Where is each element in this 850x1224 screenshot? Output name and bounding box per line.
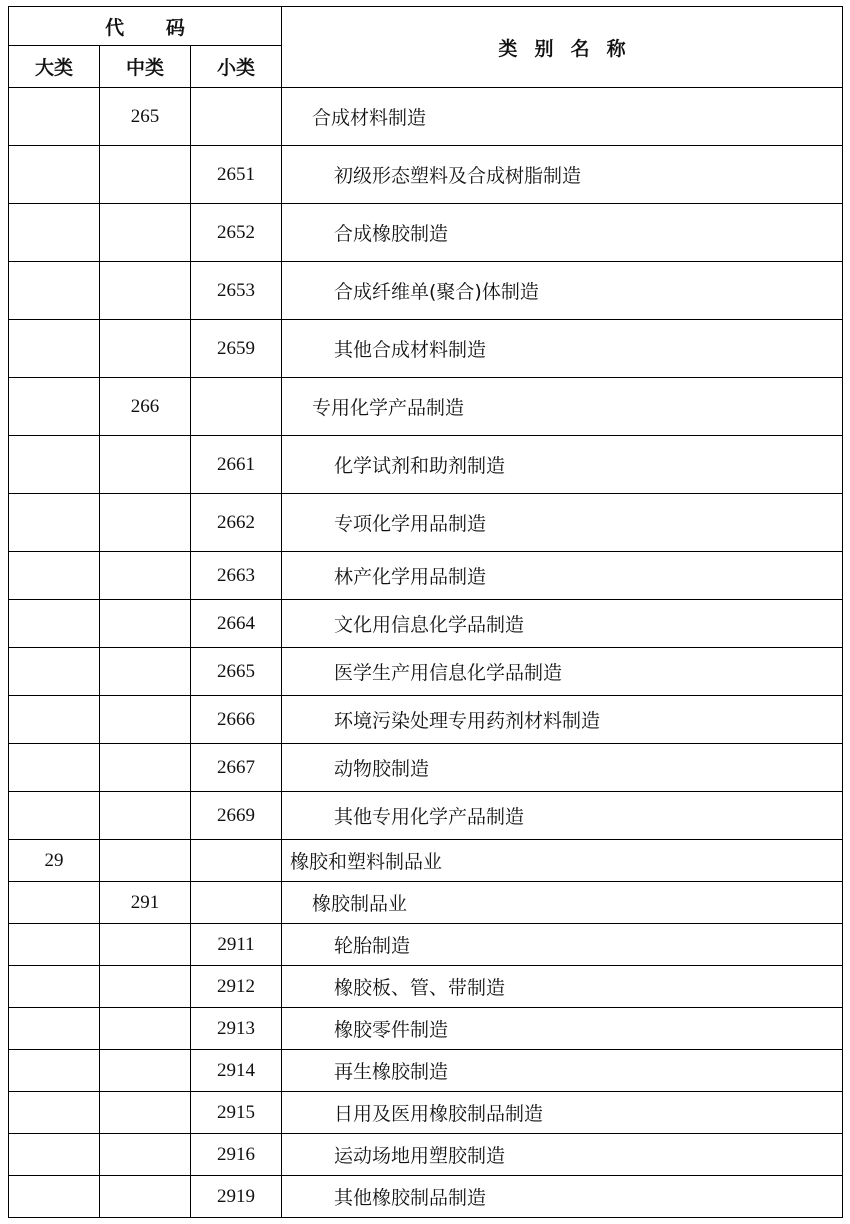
code-group-header: 代码: [9, 7, 282, 46]
medium-code-cell: [100, 648, 191, 696]
medium-code-cell: [100, 840, 191, 882]
table-row: [9, 262, 843, 320]
major-code-cell: 29: [9, 840, 100, 882]
medium-code-cell: [100, 1050, 191, 1092]
classification-page: [8, 6, 842, 1218]
minor-code-cell: [191, 882, 282, 924]
major-code-cell: [9, 88, 100, 146]
major-code-cell: [9, 1176, 100, 1218]
major-code-cell: [9, 924, 100, 966]
major-code-cell: [9, 262, 100, 320]
category-name-cell: 轮胎制造: [282, 924, 843, 966]
table-row: [9, 792, 843, 840]
major-code-cell: [9, 744, 100, 792]
major-code-cell: [9, 552, 100, 600]
category-name-cell: 环境污染处理专用药剂材料制造: [282, 696, 843, 744]
minor-code-cell: 2651: [191, 146, 282, 204]
major-code-cell: [9, 320, 100, 378]
category-name-cell: 再生橡胶制造: [282, 1050, 843, 1092]
table-row: [9, 494, 843, 552]
minor-code-cell: 2662: [191, 494, 282, 552]
category-name-cell: 林产化学用品制造: [282, 552, 843, 600]
category-name-cell: 专用化学产品制造: [282, 378, 843, 436]
table-row: [9, 1134, 843, 1176]
table-row: [9, 1008, 843, 1050]
major-code-cell: [9, 1092, 100, 1134]
major-code-cell: [9, 696, 100, 744]
table-row: [9, 1176, 843, 1218]
major-code-cell: [9, 648, 100, 696]
major-code-cell: [9, 882, 100, 924]
category-name-cell: 合成橡胶制造: [282, 204, 843, 262]
minor-code-cell: 2659: [191, 320, 282, 378]
medium-code-cell: [100, 204, 191, 262]
medium-code-cell: [100, 744, 191, 792]
medium-code-cell: [100, 1008, 191, 1050]
medium-code-cell: [100, 696, 191, 744]
minor-code-cell: 2666: [191, 696, 282, 744]
table-row: [9, 924, 843, 966]
minor-code-cell: 2664: [191, 600, 282, 648]
minor-code-cell: 2912: [191, 966, 282, 1008]
major-class-header: 大类: [9, 46, 100, 88]
minor-code-cell: 2919: [191, 1176, 282, 1218]
medium-code-cell: [100, 146, 191, 204]
minor-code-cell: 2913: [191, 1008, 282, 1050]
table-row: [9, 88, 843, 146]
medium-code-cell: [100, 494, 191, 552]
major-code-cell: [9, 494, 100, 552]
category-name-cell: 其他橡胶制品制造: [282, 1176, 843, 1218]
category-name-cell: 合成材料制造: [282, 88, 843, 146]
medium-code-cell: 265: [100, 88, 191, 146]
minor-code-cell: 2911: [191, 924, 282, 966]
major-code-cell: [9, 1134, 100, 1176]
table-row: [9, 648, 843, 696]
medium-code-cell: [100, 320, 191, 378]
medium-code-cell: [100, 436, 191, 494]
medium-code-cell: 266: [100, 378, 191, 436]
category-name-cell: 初级形态塑料及合成树脂制造: [282, 146, 843, 204]
table-row: [9, 966, 843, 1008]
minor-code-cell: 2661: [191, 436, 282, 494]
category-name-cell: 橡胶和塑料制品业: [282, 840, 843, 882]
table-header: [9, 7, 843, 88]
major-code-cell: [9, 436, 100, 494]
table-row: [9, 552, 843, 600]
category-name-cell: 橡胶零件制造: [282, 1008, 843, 1050]
medium-code-cell: [100, 262, 191, 320]
minor-code-cell: 2667: [191, 744, 282, 792]
medium-code-cell: 291: [100, 882, 191, 924]
minor-code-cell: 2669: [191, 792, 282, 840]
minor-code-cell: 2914: [191, 1050, 282, 1092]
minor-code-cell: 2653: [191, 262, 282, 320]
table-row: [9, 840, 843, 882]
medium-code-cell: [100, 966, 191, 1008]
medium-code-cell: [100, 924, 191, 966]
table-row: [9, 378, 843, 436]
major-code-cell: [9, 378, 100, 436]
category-name-cell: 橡胶板、管、带制造: [282, 966, 843, 1008]
minor-code-cell: 2652: [191, 204, 282, 262]
category-name-cell: 专项化学用品制造: [282, 494, 843, 552]
medium-code-cell: [100, 552, 191, 600]
category-name-cell: 其他专用化学产品制造: [282, 792, 843, 840]
minor-code-cell: [191, 88, 282, 146]
table-row: [9, 436, 843, 494]
table-row: [9, 696, 843, 744]
minor-code-cell: [191, 378, 282, 436]
major-code-cell: [9, 966, 100, 1008]
category-name-cell: 橡胶制品业: [282, 882, 843, 924]
category-name-cell: 运动场地用塑胶制造: [282, 1134, 843, 1176]
table-row: [9, 146, 843, 204]
table-row: [9, 1092, 843, 1134]
minor-code-cell: 2916: [191, 1134, 282, 1176]
table-row: [9, 744, 843, 792]
table-row: [9, 882, 843, 924]
table-row: [9, 1050, 843, 1092]
minor-code-cell: [191, 840, 282, 882]
category-name-cell: 化学试剂和助剂制造: [282, 436, 843, 494]
category-name-cell: 合成纤维单(聚合)体制造: [282, 262, 843, 320]
minor-code-cell: 2663: [191, 552, 282, 600]
medium-code-cell: [100, 1176, 191, 1218]
medium-code-cell: [100, 1134, 191, 1176]
minor-code-cell: 2915: [191, 1092, 282, 1134]
medium-class-header: 中类: [100, 46, 191, 88]
category-name-cell: 文化用信息化学品制造: [282, 600, 843, 648]
category-name-header: 类别名称: [282, 7, 843, 88]
medium-code-cell: [100, 600, 191, 648]
table-row: [9, 320, 843, 378]
category-name-cell: 其他合成材料制造: [282, 320, 843, 378]
minor-code-cell: 2665: [191, 648, 282, 696]
industry-code-table: [8, 6, 843, 1218]
table-row: [9, 204, 843, 262]
category-name-cell: 动物胶制造: [282, 744, 843, 792]
table-body: [9, 88, 843, 1218]
major-code-cell: [9, 204, 100, 262]
table-row: [9, 600, 843, 648]
category-name-cell: 医学生产用信息化学品制造: [282, 648, 843, 696]
minor-class-header: 小类: [191, 46, 282, 88]
medium-code-cell: [100, 792, 191, 840]
major-code-cell: [9, 146, 100, 204]
category-name-cell: 日用及医用橡胶制品制造: [282, 1092, 843, 1134]
medium-code-cell: [100, 1092, 191, 1134]
major-code-cell: [9, 600, 100, 648]
major-code-cell: [9, 1050, 100, 1092]
major-code-cell: [9, 792, 100, 840]
major-code-cell: [9, 1008, 100, 1050]
